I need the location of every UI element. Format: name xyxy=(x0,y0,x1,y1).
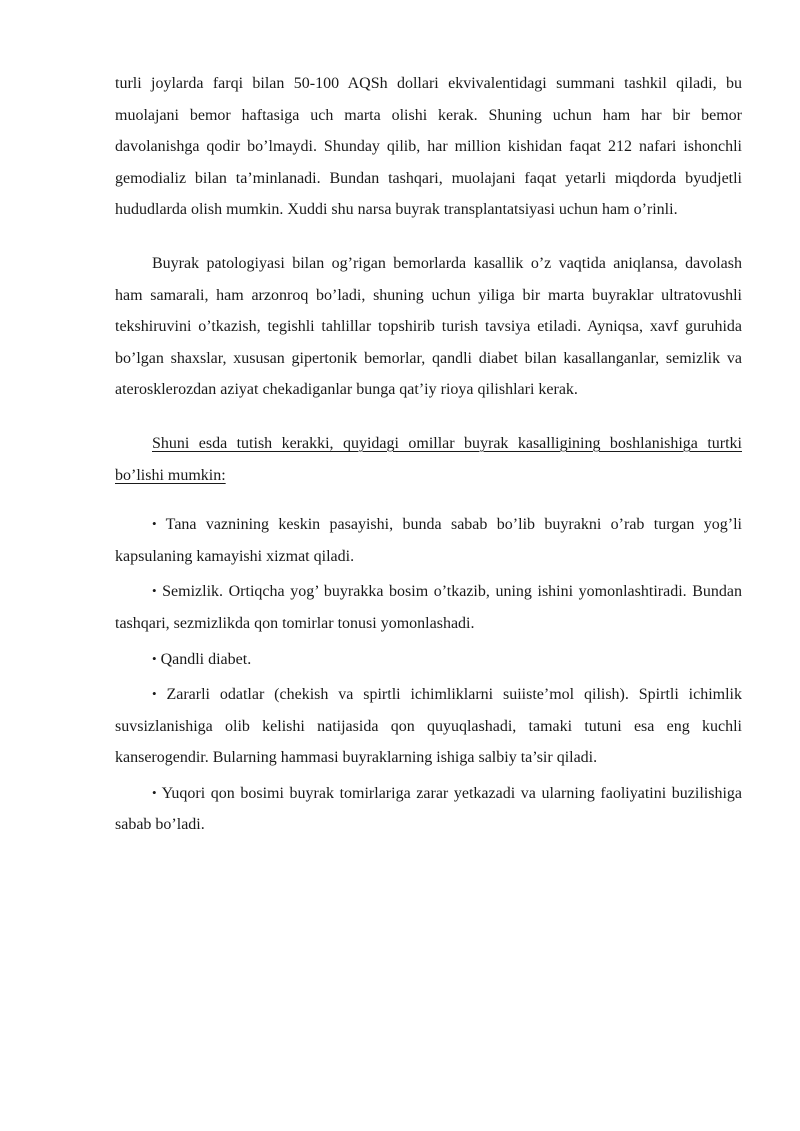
bullet-icon: • xyxy=(152,784,157,800)
paragraph-continuation: turli joylarda farqi bilan 50-100 AQSh dollari ekvivalentidagi summani tashkil qiladi, bu muolajani bemor haftasiga uch marta olishi kerak. Shuning uchun ham har bir bemor davolanishga qodir bo’lmaydi. Shunday qilib, har million kishidan faqat 212 nafari ishonchli gemodializ bilan ta’minlanadi. Bundan tashqari, muolajani faqat yetarli miqdorda byudjetli hududlarda olish mumkin. Xuddi shu narsa buyrak transplantatsiyasi uchun ham o’rinli. xyxy=(115,75,742,219)
bullet-item-obesity xyxy=(115,576,742,639)
bullet-item-bad-habits xyxy=(115,679,742,774)
bullet-item-diabetes xyxy=(115,644,742,676)
bullet-text: Semizlik. Ortiqcha yog’ buyrakka bosim o’tkazib, uning ishini yomonlashtiradi. Bundan tashqari, sezmizlikda qon tomirlar tonusi yomonlashadi. xyxy=(115,583,743,632)
bullet-text: Tana vaznining keskin pasayishi, bunda sabab bo’lib buyrakni o’rab turgan yog’li kapsulaning kamayishi xizmat qiladi. xyxy=(115,516,742,565)
section-heading-text: Shuni esda tutish kerakki, quyidagi omillar buyrak kasalligining boshlanishiga turtki bo’lishi mumkin: xyxy=(115,434,742,484)
bullet-item-blood-pressure xyxy=(115,778,742,841)
bullet-icon: • xyxy=(152,516,157,532)
bullet-text: Qandli diabet. xyxy=(160,650,252,668)
bullet-icon: • xyxy=(152,583,157,599)
bullet-text: Yuqori qon bosimi buyrak tomirlariga zarar yetkazadi va ularning faoliyatini buzilishiga sabab bo’ladi. xyxy=(115,784,743,834)
document-page xyxy=(115,68,742,841)
paragraph-early-detection: Buyrak patologiyasi bilan og’rigan bemorlarda kasallik o’z vaqtida aniqlansa, davolash ham samarali, ham arzonroq bo’ladi, shuning uchun yiliga bir marta buyraklar ultratovushli tekshiruvini o’tkazish, tegishli tahlillar topshirib turish tavsiya etiladi. Ayniqsa, xavf guruhida bo’lgan shaxslar, xususan gipertonik bemorlar, qandli diabet bilan kasallanganlar, semizlik va aterosklerozdan aziyat chekadiganlar bunga qat’iy rioya qilishlari kerak. xyxy=(115,254,742,399)
bullet-icon: • xyxy=(152,650,157,666)
bullet-item-weight-loss xyxy=(115,509,742,572)
bullet-icon: • xyxy=(152,686,157,702)
section-heading xyxy=(115,428,742,491)
bullet-text: Zararli odatlar (chekish va spirtli ichimliklarni suiiste’mol qilish). Spirtli ichimlik suvsizlanishiga olib kelishi natijasida qon quyuqlashadi, tamaki tutuni esa eng kuchli kanserogendir. Bularning hammasi buyraklarning ishiga salbiy ta’sir qiladi. xyxy=(115,686,742,767)
